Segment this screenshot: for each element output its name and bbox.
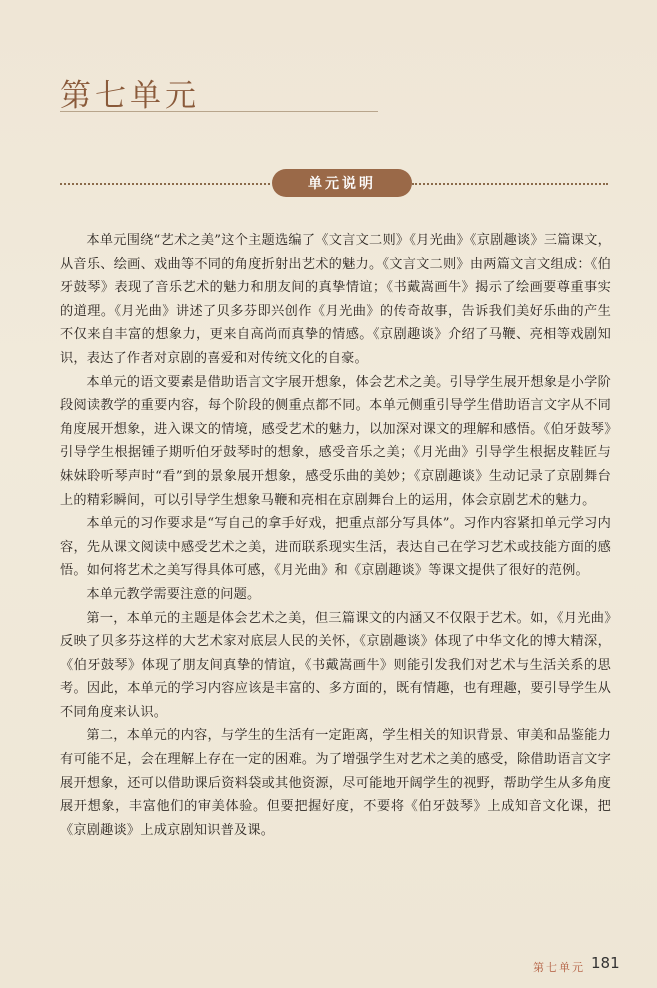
paragraph: 本单元围绕“艺术之美”这个主题选编了《文言文二则》《月光曲》《京剧趣谈》三篇课文，从音乐、绘画、戏曲等不同的角度折射出艺术的魅力。《文言文二则》由两篇文言文组成：《伯牙鼓琴》表现了音乐艺术的魅力和朋友间的真挚情谊；《书戴嵩画牛》揭示了绘画要尊重事实的道理。《月光曲》讲述了贝多芬即兴创作《月光曲》的传奇故事，告诉我们美好乐曲的产生不仅来自丰富的想象力，更来自高尚而真挚的情感。《京剧趣谈》介绍了马鞭、亮相等戏剧知识，表达了作者对京剧的喜爱和对传统文化的自豪。	[60, 233, 611, 366]
paragraph: 第一，本单元的主题是体会艺术之美，但三篇课文的内涵又不仅限于艺术。如，《月光曲》反映了贝多芬这样的大艺术家对底层人民的关怀，《京剧趣谈》体现了中华文化的博大精深，《伯牙鼓琴》体现了朋友间真挚的情谊，《书戴嵩画牛》则能引发我们对艺术与生活关系的思考。因此，本单元的学习内容应该是丰富的、多方面的，既有情趣，也有理趣，要引导学生从不同角度来认识。	[60, 610, 611, 720]
section-divider-right	[412, 183, 608, 185]
body-text	[60, 229, 611, 842]
unit-title: 第七单元	[60, 78, 200, 114]
paragraph: 本单元教学需要注意的问题。	[86, 586, 261, 602]
page-number: 181	[591, 954, 620, 972]
section-badge: 单元说明	[272, 169, 412, 197]
footer-unit-label: 第七单元	[533, 961, 585, 974]
paragraph: 第二，本单元的内容，与学生的生活有一定距离，学生相关的知识背景、审美和品鉴能力有可能不足，会在理解上存在一定的困难。为了增强学生对艺术之美的感受，除借助语言文字展开想象，还可以借助课后资料袋或其他资源，尽可能地开阔学生的视野，帮助学生从多角度展开想象，丰富他们的审美体验。但要把握好度，不要将《伯牙鼓琴》上成知音文化课，把《京剧趣谈》上成京剧知识普及课。	[60, 728, 611, 838]
paragraph: 本单元的习作要求是“写自己的拿手好戏，把重点部分写具体”。习作内容紧扣单元学习内容，先从课文阅读中感受艺术之美，进而联系现实生活，表达自己在学习艺术或技能方面的感悟。如何将艺术之美写得具体可感，《月光曲》和《京剧趣谈》等课文提供了很好的范例。	[60, 516, 611, 579]
paragraph: 本单元的语文要素是借助语言文字展开想象，体会艺术之美。引导学生展开想象是小学阶段阅读教学的重要内容，每个阶段的侧重点都不同。本单元侧重引导学生借助语言文字从不同角度展开想象，进入课文的情境，感受艺术的魅力，以加深对课文的理解和感悟。《伯牙鼓琴》引导学生根据锺子期听伯牙鼓琴时的想象，感受音乐之美；《月光曲》引导学生根据皮鞋匠与妹妹聆听琴声时“看”到的景象展开想象，感受乐曲的美妙；《京剧趣谈》生动记录了京剧舞台上的精彩瞬间，可以引导学生想象马鞭和亮相在京剧舞台上的运用，体会京剧艺术的魅力。	[60, 374, 611, 508]
section-divider-left	[60, 183, 270, 185]
title-underline	[60, 111, 378, 112]
